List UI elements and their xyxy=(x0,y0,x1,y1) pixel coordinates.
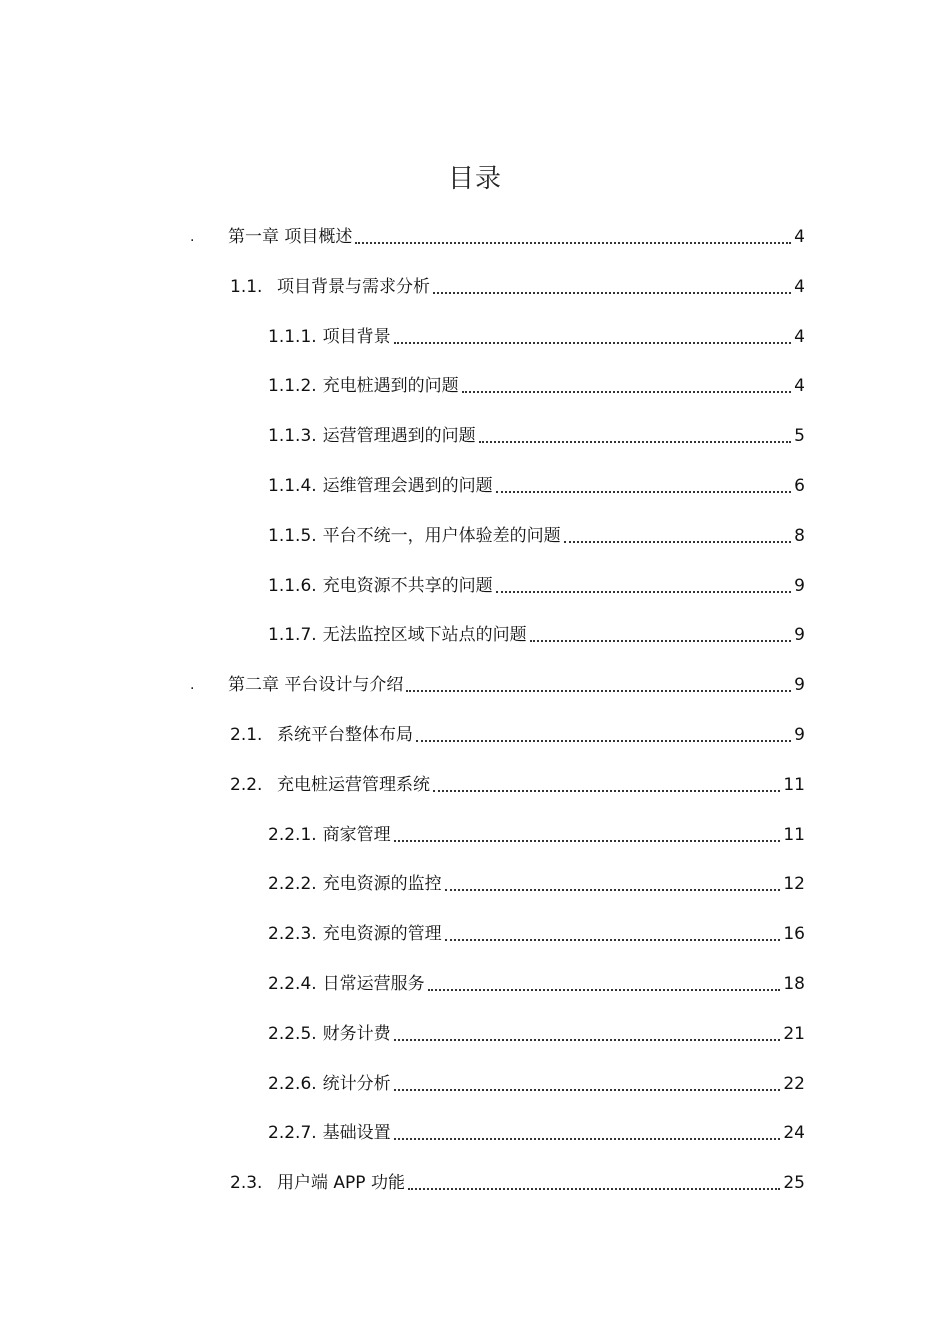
toc-dot-leader xyxy=(355,242,791,244)
toc-entry[interactable] xyxy=(230,716,805,746)
toc-entry-number: 2.1. xyxy=(230,725,263,745)
toc-entry[interactable] xyxy=(268,417,805,447)
toc-entry-label: 用户端 APP 功能 xyxy=(277,1173,405,1193)
toc-entry-number: 1.1.1. xyxy=(268,327,317,347)
toc-page-number: 12 xyxy=(783,874,805,894)
toc-entry[interactable] xyxy=(268,1114,805,1144)
toc-entry-number: 2.2.6. xyxy=(268,1074,317,1094)
toc-dot-leader xyxy=(564,541,792,543)
toc-entry-number: 1.1.4. xyxy=(268,476,317,496)
toc-dot-leader xyxy=(462,391,792,393)
toc-entry-label: 充电资源不共享的问题 xyxy=(322,576,493,596)
toc-entry-label: 项目背景与需求分析 xyxy=(277,277,430,297)
toc-title: 目录 xyxy=(447,164,502,194)
toc-page-number: 21 xyxy=(783,1024,805,1044)
toc-entry[interactable] xyxy=(268,1015,805,1045)
toc-entry-label: 日常运营服务 xyxy=(322,974,425,994)
toc-entry-number: 2.2.2. xyxy=(268,874,317,894)
toc-entry[interactable] xyxy=(268,567,805,597)
toc-page-number: 22 xyxy=(783,1074,805,1094)
toc-entry[interactable] xyxy=(230,268,805,298)
toc-entry[interactable] xyxy=(268,865,805,895)
toc-dot-leader xyxy=(433,292,791,294)
toc-entry-label: 平台不统一，用户体验差的问题 xyxy=(322,526,561,546)
toc-page-number: 6 xyxy=(794,476,805,496)
toc-page-number: 9 xyxy=(794,625,805,645)
toc-page-number: 9 xyxy=(794,725,805,745)
toc-entry-number: 1.1.3. xyxy=(268,426,317,446)
toc-entry-number: 2.2.7. xyxy=(268,1123,317,1143)
toc-entry-label: 系统平台整体布局 xyxy=(277,725,413,745)
toc-entry-label: 基础设置 xyxy=(322,1123,391,1143)
toc-page-number: 4 xyxy=(794,277,805,297)
toc-entry-label: 第二章 平台设计与介绍 xyxy=(228,675,404,695)
toc-entry-number: 2.2.1. xyxy=(268,825,317,845)
toc-entry-number: 1.1. xyxy=(230,277,263,297)
toc-page-number: 9 xyxy=(794,576,805,596)
toc-dot-leader xyxy=(433,790,780,792)
toc-entry-label: 第一章 项目概述 xyxy=(228,227,353,247)
toc-entry-number: 1.1.6. xyxy=(268,576,317,596)
toc-dot-leader xyxy=(394,1039,781,1041)
toc-entry-number: 2.2.4. xyxy=(268,974,317,994)
toc-entry-label: 充电资源的管理 xyxy=(322,924,442,944)
toc-dot-leader xyxy=(394,840,781,842)
toc-entry-number: 1.1.5. xyxy=(268,526,317,546)
toc-entry-label: 项目背景 xyxy=(322,327,391,347)
toc-entry-number: 2.3. xyxy=(230,1173,263,1193)
toc-entry-number: 2.2. xyxy=(230,775,263,795)
toc-entry-label: 无法监控区域下站点的问题 xyxy=(322,625,527,645)
toc-dot-leader xyxy=(428,989,781,991)
toc-entry-label: 充电资源的监控 xyxy=(322,874,442,894)
toc-page-number: 4 xyxy=(794,227,805,247)
toc-dot-leader xyxy=(416,740,791,742)
toc-page-number: 11 xyxy=(783,775,805,795)
toc-entry[interactable] xyxy=(190,218,805,248)
toc-entry[interactable] xyxy=(230,1164,805,1194)
toc-page-number: 16 xyxy=(783,924,805,944)
toc-entry-number: 2.2.3. xyxy=(268,924,317,944)
toc-entry[interactable] xyxy=(268,616,805,646)
toc-page-number: 5 xyxy=(794,426,805,446)
toc-dot-leader xyxy=(445,889,781,891)
toc-entry-label: 运营管理遇到的问题 xyxy=(322,426,476,446)
toc-page-number: 8 xyxy=(794,526,805,546)
toc-entry-number: 1.1.7. xyxy=(268,625,317,645)
toc-entry[interactable] xyxy=(268,915,805,945)
toc-entry[interactable] xyxy=(230,766,805,796)
toc-dot-leader xyxy=(496,591,792,593)
toc-dot-leader xyxy=(394,1138,781,1140)
toc-dot-leader xyxy=(530,640,792,642)
toc-page-number: 4 xyxy=(794,376,805,396)
toc-entry-label: 商家管理 xyxy=(322,825,391,845)
toc-dot-leader xyxy=(394,1089,781,1091)
toc-page-number: 11 xyxy=(783,825,805,845)
toc-dot-leader xyxy=(445,939,781,941)
toc-page-number: 18 xyxy=(783,974,805,994)
toc-page-number: 25 xyxy=(783,1173,805,1193)
toc-dot-leader xyxy=(394,342,792,344)
toc-entry-label: 运维管理会遇到的问题 xyxy=(322,476,493,496)
toc-dot-leader xyxy=(479,441,792,443)
toc-entry[interactable] xyxy=(268,816,805,846)
toc-dot-leader xyxy=(406,690,791,692)
toc-entry[interactable] xyxy=(268,517,805,547)
toc-bullet: . xyxy=(190,229,195,245)
toc-entry-label: 统计分析 xyxy=(322,1074,391,1094)
toc-dot-leader xyxy=(408,1188,780,1190)
toc-entry[interactable] xyxy=(268,467,805,497)
toc-page-number: 4 xyxy=(794,327,805,347)
toc-entry-number: 2.2.5. xyxy=(268,1024,317,1044)
toc-entry[interactable] xyxy=(190,666,805,696)
toc-entry[interactable] xyxy=(268,318,805,348)
toc-page-number: 9 xyxy=(794,675,805,695)
toc-entry-number: 1.1.2. xyxy=(268,376,317,396)
toc-entry-label: 财务计费 xyxy=(322,1024,391,1044)
toc-entry[interactable] xyxy=(268,965,805,995)
toc-page-number: 24 xyxy=(783,1123,805,1143)
toc-bullet: . xyxy=(190,677,195,693)
toc-entry[interactable] xyxy=(268,367,805,397)
toc-dot-leader xyxy=(496,491,792,493)
toc-entry[interactable] xyxy=(268,1065,805,1095)
toc-entry-label: 充电桩遇到的问题 xyxy=(322,376,459,396)
toc-entry-label: 充电桩运营管理系统 xyxy=(277,775,430,795)
